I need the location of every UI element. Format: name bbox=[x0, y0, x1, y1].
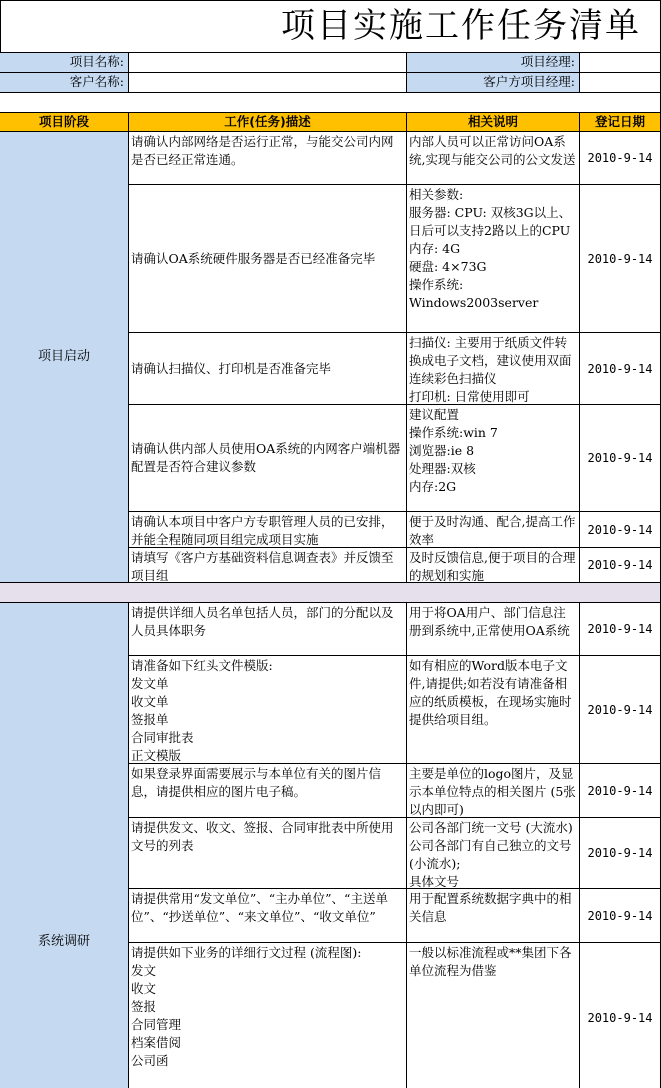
notes-cell: 一般以标准流程或**集团下各单位流程为借鉴 bbox=[407, 943, 580, 1088]
header-task: 工作(任务)描述 bbox=[129, 113, 407, 132]
separator-row bbox=[0, 583, 661, 603]
client-name-value[interactable] bbox=[129, 73, 407, 93]
date-cell: 2010-9-14 bbox=[580, 132, 661, 185]
task-cell: 请提供如下业务的详细行文过程 (流程图): 发文 收文 签报 合同管理 档案借阅 公司函 bbox=[129, 943, 407, 1088]
date-cell: 2010-9-14 bbox=[580, 548, 661, 583]
notes-cell: 主要是单位的logo图片，及显示本单位特点的相关图片 (5张以内即可) bbox=[407, 764, 580, 818]
notes-cell: 建议配置 操作系统:win 7 浏览器:ie 8 处理器:双核 内存:2G bbox=[407, 405, 580, 512]
project-name-value[interactable] bbox=[129, 53, 407, 73]
date-cell: 2010-9-14 bbox=[580, 512, 661, 548]
task-cell bbox=[129, 405, 407, 512]
notes-cell: 用于将OA用户、部门信息注册到系统中,正常使用OA系统 bbox=[407, 603, 580, 656]
header-phase: 项目阶段 bbox=[0, 113, 129, 132]
header-date: 登记日期 bbox=[580, 113, 661, 132]
project-manager-value[interactable] bbox=[580, 53, 661, 73]
project-manager-label: 项目经理: bbox=[407, 53, 580, 73]
project-name-label: 项目名称: bbox=[0, 53, 129, 73]
task-text: 请确认扫描仪、打印机是否准备完毕 bbox=[131, 360, 332, 376]
notes-cell: 用于配置系统数据字典中的相关信息 bbox=[407, 889, 580, 943]
task-cell bbox=[129, 333, 407, 405]
spacer-row bbox=[0, 93, 661, 113]
page-title: 项目实施工作任务清单 bbox=[0, 0, 661, 53]
task-cell: 请提供常用“发文单位”、“主办单位”、“主送单位”、“抄送单位”、“来文单位”、“收文单位” bbox=[129, 889, 407, 943]
notes-cell: 相关参数: 服务器: CPU: 双核3G以上、日后可以支持2路以上的CPU 内存: 4G 硬盘: 4×73G 操作系统: Windows2003server bbox=[407, 185, 580, 333]
task-cell: 请确认内部网络是否运行正常，与能交公司内网是否已经正常连通。 bbox=[129, 132, 407, 185]
task-cell: 请填写《客户方基础资料信息调查表》并反馈至项目组 bbox=[129, 548, 407, 583]
client-pm-label: 客户方项目经理: bbox=[407, 73, 580, 93]
header-notes: 相关说明 bbox=[407, 113, 580, 132]
date-cell: 2010-9-14 bbox=[580, 943, 661, 1088]
task-text: 请确认供内部人员使用OA系统的内网客户端机器配置是否符合建议参数 bbox=[131, 441, 401, 474]
date-cell: 2010-9-14 bbox=[580, 405, 661, 512]
date-cell: 2010-9-14 bbox=[580, 656, 661, 764]
phase-research: 系统调研 bbox=[0, 603, 129, 1088]
task-text: 请确认OA系统硬件服务器是否已经准备完毕 bbox=[131, 250, 376, 266]
task-cell: 请提供详细人员名单包括人员，部门的分配以及人员具体职务 bbox=[129, 603, 407, 656]
phase-startup: 项目启动 bbox=[0, 132, 129, 583]
date-cell: 2010-9-14 bbox=[580, 818, 661, 889]
date-cell: 2010-9-14 bbox=[580, 889, 661, 943]
date-cell: 2010-9-14 bbox=[580, 185, 661, 333]
notes-cell: 如有相应的Word版本电子文件,请提供;如若没有请准备相应的纸质模板，在现场实施时提供给项目组。 bbox=[407, 656, 580, 764]
date-cell: 2010-9-14 bbox=[580, 764, 661, 818]
notes-cell: 及时反馈信息,便于项目的合理的规划和实施 bbox=[407, 548, 580, 583]
notes-cell: 扫描仪: 主要用于纸质文件转换成电子文档，建议使用双面连续彩色扫描仪 打印机: 日常使用即可 bbox=[407, 333, 580, 405]
notes-cell: 公司各部门统一文号 (大流水) 公司各部门有自己独立的文号 (小流水); 具体文号 bbox=[407, 818, 580, 889]
date-cell: 2010-9-14 bbox=[580, 603, 661, 656]
task-cell bbox=[129, 185, 407, 333]
task-cell: 请准备如下红头文件模版: 发文单 收文单 签报单 合同审批表 正文模版 bbox=[129, 656, 407, 764]
task-cell: 请确认本项目中客户方专职管理人员的已安排，并能全程随同项目组完成项目实施 bbox=[129, 512, 407, 548]
notes-cell: 内部人员可以正常访问OA系统,实现与能交公司的公文发送 bbox=[407, 132, 580, 185]
date-cell: 2010-9-14 bbox=[580, 333, 661, 405]
task-cell: 如果登录界面需要展示与本单位有关的图片信息，请提供相应的图片电子稿。 bbox=[129, 764, 407, 818]
client-pm-value[interactable] bbox=[580, 73, 661, 93]
task-cell: 请提供发文、收文、签报、合同审批表中所使用文号的列表 bbox=[129, 818, 407, 889]
client-name-label: 客户名称: bbox=[0, 73, 129, 93]
notes-cell: 便于及时沟通、配合,提高工作效率 bbox=[407, 512, 580, 548]
